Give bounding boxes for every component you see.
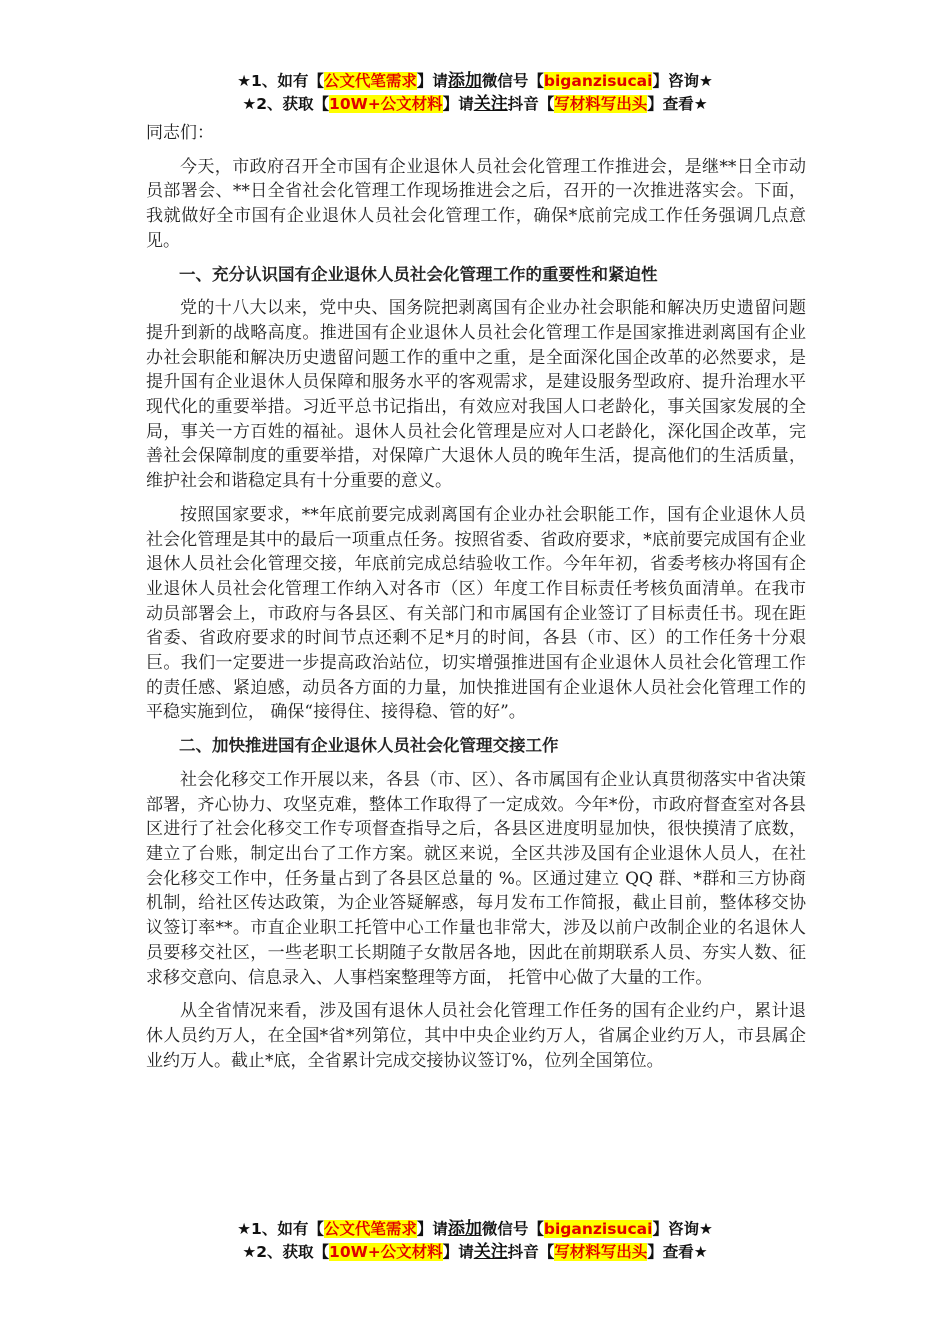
promo-line-1: ★1、如有【公文代笔需求】请添加微信号【biganzisucai】咨询★ (237, 71, 713, 91)
promo-banner-bottom (0, 1218, 950, 1264)
highlight-wechat-id: biganzisucai (543, 72, 653, 90)
section-1-heading: 一、充分认识国有企业退休人员社会化管理工作的重要性和紧迫性 (179, 264, 658, 284)
document-body (146, 121, 806, 1073)
section-1-paragraph-2: 按照国家要求，**年底前要完成剥离国有企业办社会职能工作，国有企业退休人员社会化管理是其中的最后一项重点任务。按照省委、省政府要求，*底前要完成国有企业退休人员社会化管理交接，年底前完成总结验收工作。今年年初，省委考核办将国有企业退休人员社会化管理工作纳入对各市（区）年度工作目标责任考核负面清单。在我市动员部署会上，市政府与各县区、有关部门和市属国有企业签订了目标责任书。现在距省委、省政府要求的时间节点还剩不足*月的时间，各县（市、区）的工作任务十分艰巨。我们一定要进一步提高政治站位，切实增强推进国有企业退休人员社会化管理工作的责任感、紧迫感，动员各方面的力量，加快推进国有企业退休人员社会化管理工作的平稳实施到位， 确保“接得住、接得稳、管的好”。 (146, 504, 806, 723)
intro-paragraph: 今天，市政府召开全市国有企业退休人员社会化管理工作推进会，是继**日全市动员部署会、**日全省社会化管理工作现场推进会之后，召开的一次推进落实会。下面，我就做好全市国有企业退休人员社会化管理工作，确保*底前完成工作任务强调几点意见。 (146, 156, 806, 251)
highlight-douyin-account: 写材料写出头 (554, 95, 648, 113)
highlight-materials: 10W+公文材料 (329, 95, 443, 113)
promo-line-2: ★2、获取【10W+公文材料】请关注抖音【写材料写出头】查看★ (242, 1242, 708, 1262)
highlight-ghostwriting: 公文代笔需求 (323, 72, 417, 90)
highlight-materials: 10W+公文材料 (329, 1243, 443, 1261)
highlight-douyin-account: 写材料写出头 (554, 1243, 648, 1261)
section-2-paragraph-1: 社会化移交工作开展以来，各县（市、区）、各市属国有企业认真贯彻落实中省决策部署，齐心协力、攻坚克难，整体工作取得了一定成效。今年*份，市政府督查室对各县区进行了社会化移交工作专项督查指导之后，各县区进度明显加快，很快摸清了底数，建立了台账，制定出台了工作方案。就区来说，全区共涉及国有企业退休人员人，在社会化移交工作中，任务量占到了各县区总量的 %。区通过建立 QQ 群、*群和三方协商机制，给社区传达政策，为企业答疑解惑，每月发布工作简报，截止目前，整体移交协议签订率**。市直企业职工托管中心工作量也非常大，涉及以前户改制企业的名退休人员要移交社区，一些老职工长期随子女散居各地，因此在前期联系人员、夯实人数、征求移交意向、信息录入、人事档案整理等方面， 托管中心做了大量的工作。 (146, 769, 806, 988)
highlight-wechat-id: biganzisucai (543, 1220, 653, 1238)
promo-banner-top (0, 70, 950, 116)
section-1-paragraph-1: 党的十八大以来，党中央、国务院把剥离国有企业办社会职能和解决历史遗留问题提升到新的战略高度。推进国有企业退休人员社会化管理工作是国家推进剥离国有企业办社会职能和解决历史遗留问题工作的重中之重，是全面深化国企改革的必然要求，是提升国有企业退休人员保障和服务水平的客观需求，是建设服务型政府、提升治理水平现代化的重要举措。习近平总书记指出，有效应对我国人口老龄化，事关国家发展的全局，事关一方百姓的福祉。退休人员社会化管理是应对人口老龄化，深化国企改革，完善社会保障制度的重要举措，对保障广大退休人员的晚年生活，提高他们的生活质量，维护社会和谐稳定具有十分重要的意义。 (146, 298, 806, 492)
promo-line-1: ★1、如有【公文代笔需求】请添加微信号【biganzisucai】咨询★ (237, 1219, 713, 1239)
section-2-heading: 二、加快推进国有企业退休人员社会化管理交接工作 (179, 736, 559, 756)
promo-line-2: ★2、获取【10W+公文材料】请关注抖音【写材料写出头】查看★ (242, 94, 708, 114)
section-2-paragraph-2: 从全省情况来看，涉及国有退休人员社会化管理工作任务的国有企业约户，累计退休人员约万人，在全国*省*列第位，其中中央企业约万人，省属企业约万人，市县属企业约万人。截止*底，全省累计完成交接协议签订%，位列全国第位。 (146, 1001, 806, 1071)
highlight-ghostwriting: 公文代笔需求 (323, 1220, 417, 1238)
salutation: 同志们： (146, 123, 214, 143)
